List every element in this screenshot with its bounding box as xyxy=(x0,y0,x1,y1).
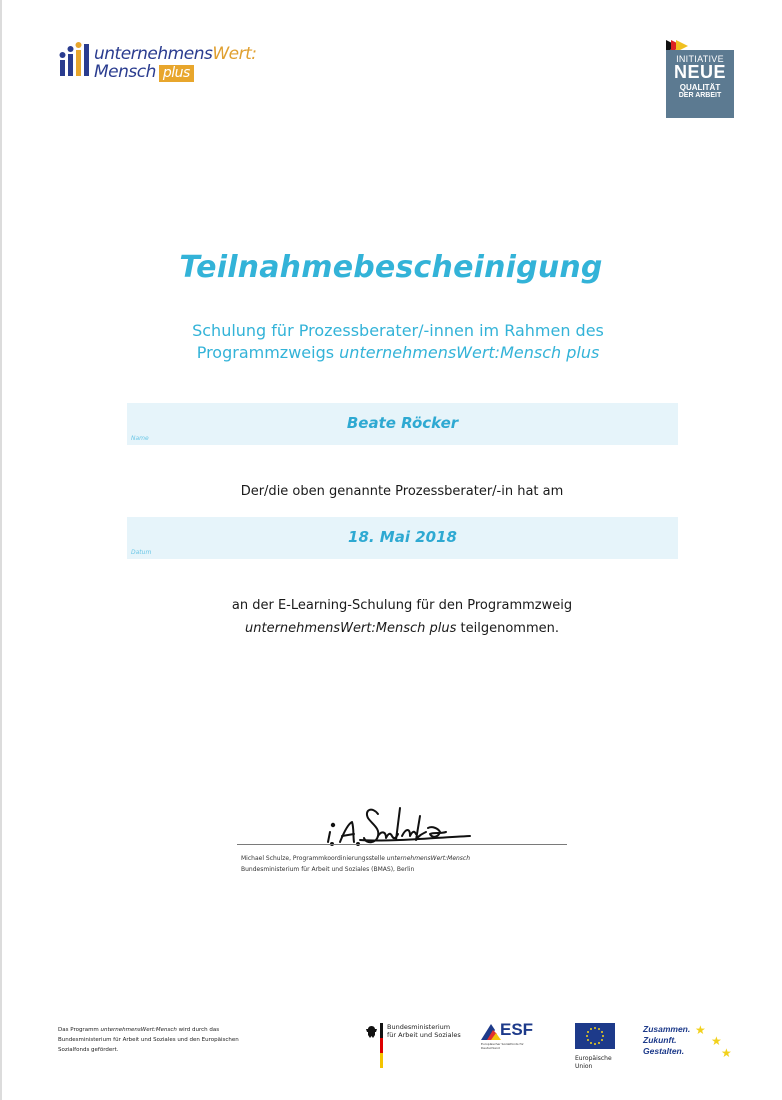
program-logo-line2: Mensch plus xyxy=(94,62,194,82)
subtitle-line2: Programmzweigs unternehmensWert:Mensch plus xyxy=(196,343,600,362)
body-line2: unternehmensWert:Mensch plus teilgenommen. xyxy=(245,621,559,636)
german-flag-stripe xyxy=(380,1023,383,1068)
eu-logo xyxy=(575,1023,619,1073)
star-icon: ★ xyxy=(721,1046,732,1060)
bmas-text: Bundesministerium für Arbeit und Soziales xyxy=(387,1023,461,1039)
program-logo-line1: unternehmensWert: xyxy=(94,44,257,64)
inqa-line3: QUALITÄT xyxy=(679,83,721,92)
page-edge xyxy=(0,0,2,1100)
inqa-line1: INITIATIVE xyxy=(676,54,724,64)
star-icon: ★ xyxy=(695,1023,706,1037)
inqa-line2: NEUE xyxy=(673,62,726,82)
certificate-subtitle xyxy=(0,320,782,364)
esf-emblem-icon xyxy=(481,1022,501,1040)
subtitle-line1: Schulung für Prozessberater/-innen im Rahmen des xyxy=(192,321,604,340)
bmas-logo xyxy=(363,1021,473,1069)
esf-subtext: Europäischer Sozialfonds für Deutschland xyxy=(481,1042,524,1050)
signature-caption-2: Bundesministerium für Arbeit und Soziales (BMAS), Berlin xyxy=(241,866,415,873)
inqa-line4: DER ARBEIT xyxy=(678,92,722,99)
body-line1: an der E-Learning-Schulung für den Programmzweig xyxy=(231,598,573,613)
date-label: Datum xyxy=(131,549,152,556)
intro-text: Der/die oben genannte Prozessberater/-in hat am xyxy=(240,484,564,499)
esf-logo xyxy=(481,1022,541,1056)
name-value: Beate Röcker xyxy=(346,414,459,432)
handwritten-signature xyxy=(320,798,490,848)
esf-text: ESF xyxy=(500,1020,534,1039)
eu-flag-icon xyxy=(575,1023,615,1049)
name-field xyxy=(127,403,678,445)
zusammen-logo xyxy=(643,1024,738,1064)
certificate-title: Teilnahmebescheinigung xyxy=(179,250,603,285)
eu-text: Europäische Union xyxy=(575,1055,612,1070)
unternehmenswert-logo xyxy=(58,40,258,84)
zusammen-text: Zusammen. Zukunft. Gestalten. xyxy=(643,1024,691,1056)
name-label: Name xyxy=(131,435,149,442)
date-value: 18. Mai 2018 xyxy=(348,528,457,546)
signature-caption-1: Michael Schulze, Programmkoordinierungsstelle unternehmensWert:Mensch xyxy=(241,855,471,862)
date-field xyxy=(127,517,678,559)
inqa-logo xyxy=(666,40,734,118)
federal-eagle-icon xyxy=(365,1025,378,1039)
funding-note: Das Programm unternehmensWert:Mensch wird durch das Bundesministerium für Arbeit und Soziales und den Europäischen Sozialfonds gefördert. xyxy=(58,1027,239,1053)
star-icon: ★ xyxy=(711,1034,722,1048)
plus-badge: plus xyxy=(159,65,194,82)
bar-chart-logo-icon xyxy=(58,40,94,78)
signature-line xyxy=(237,844,567,845)
